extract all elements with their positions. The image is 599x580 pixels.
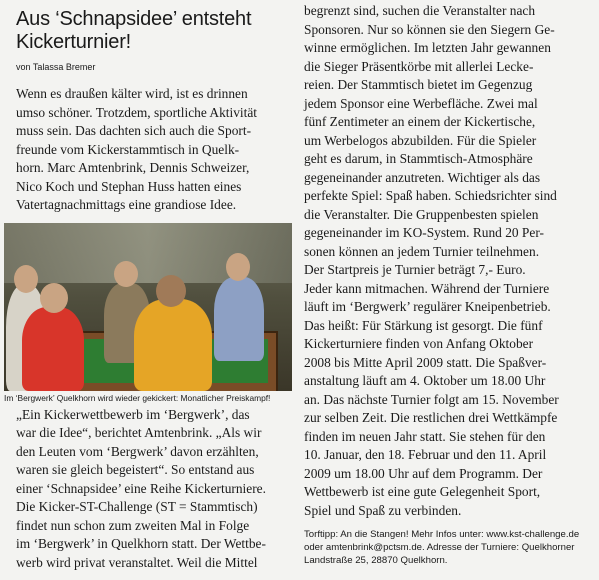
text-line: Nico Koch und Stephan Huss hatten eines (16, 178, 242, 194)
text-line: zur selben Zeit. Die restlichen drei Wettkämpfe (304, 410, 558, 425)
text-line: gegeneinander anzutreten. Wichtiger als das (304, 169, 541, 185)
text-line: Sponsoren. Nur so können sie den Siegern Ge- (304, 21, 555, 37)
footer-line: Landstraße 25, 28870 Quelkhorn. (304, 555, 448, 566)
text-line: findet nun schon zum zweiten Mal in Folge (16, 517, 250, 533)
footer-line: Torftipp: An die Stangen! Mehr Infos unter: www.kst-challenge.de (304, 529, 580, 540)
text-line: Die Kicker-ST-Challenge (ST = Stammtisch) (16, 499, 258, 514)
text-line: an. Das nächste Turnier folgt am 15. November (304, 391, 559, 407)
text-line: horn. Marc Amtenbrink, Dennis Schweizer, (16, 160, 250, 175)
photo-caption: Im ‘Bergwerk’ Quelkhorn wird wieder gekickert: Monatlicher Preiskampf! (4, 392, 271, 403)
player-head (14, 265, 38, 293)
article-footer-tip (304, 528, 596, 567)
text-line: begrenzt sind, suchen die Veranstalter nach (304, 3, 536, 18)
headline-line: Kickerturnier! (16, 31, 132, 53)
article-photo (4, 223, 292, 391)
text-line: jedem Sponsor eine Werbefläche. Zwei mal (304, 95, 538, 111)
text-line: sonen können an jedem Turnier teilnehmen. (304, 243, 540, 259)
player-head (226, 253, 250, 281)
text-line: „Ein Kickerwettbewerb im ‘Bergwerk’, das (16, 406, 250, 422)
player-figure (22, 307, 84, 391)
text-line: 10. Januar, den 18. Februar und den 11. April (304, 447, 547, 462)
text-line: Vatertagnachmittags eine grandiose Idee. (16, 197, 237, 212)
intro-paragraph (4, 85, 292, 215)
text-line: um Werbelogos abzubilden. Für die Spieler (304, 132, 537, 148)
right-column (304, 2, 596, 567)
text-line: Der Startpreis je Turnier beträgt 7,- Euro. (304, 262, 526, 277)
text-line: perfekte Spiel: Spaß haben. Schiedsrichter sind (304, 188, 557, 203)
text-line: freunde vom Kickerstammtisch in Quelk- (16, 141, 240, 157)
text-line: einer ‘Schnapsidee’ eine Reihe Kickerturniere. (16, 480, 266, 496)
text-line: umso schöner. Trotzdem, sportliche Aktivität (16, 104, 258, 120)
text-line: werb wird privat veranstaltet. Weil die Mittel (16, 554, 258, 570)
text-line: den Leuten vom ‘Bergwerk’ davon erzählten, (16, 443, 259, 459)
text-line: Das heißt: Für Stärkung ist gesorgt. Die fünf (304, 317, 543, 333)
text-line: war die Idee“, berichtet Amtenbrink. „Als wir (16, 425, 262, 440)
text-line: Kickerturniere finden von Anfang Oktober (304, 336, 534, 351)
player-head (114, 261, 138, 287)
text-line: geht es darum, in Stammtisch-Atmosphäre (304, 151, 533, 166)
text-line: Spiel und Spaß zu verbinden. (304, 502, 462, 518)
text-line: finden im neuen Jahr statt. Sie stehen für den (304, 428, 546, 444)
left-column (4, 4, 292, 572)
body-paragraph (4, 406, 292, 573)
photo-background (4, 223, 292, 283)
player-head (40, 283, 68, 313)
text-line: reien. Der Stammtisch bietet im Gegenzug (304, 77, 533, 92)
headline-line: Aus ‘Schnapsidee’ entsteht (16, 8, 252, 30)
text-line: winne ermöglichen. Im letzten Jahr gewannen (304, 40, 551, 55)
text-line: Jeder kann mitmachen. Während der Turniere (304, 280, 550, 296)
text-line: 2009 um 18.00 Uhr auf dem Programm. Der (304, 465, 543, 481)
text-line: gegeneinander im KO-System. Rund 20 Per- (304, 225, 544, 240)
text-line: anstaltung läuft am 4. Oktober um 18.00 Uhr (304, 373, 546, 388)
byline: von Talassa Bremer (16, 62, 96, 72)
text-line: Wettbewerb ist eine gute Gelegenheit Sport, (304, 484, 541, 499)
text-line: 2008 bis Mitte April 2009 statt. Die Spaßver- (304, 354, 547, 370)
text-line: Wenn es draußen kälter wird, ist es drinnen (16, 86, 248, 101)
text-line: läuft im ‘Bergwerk’ regulärer Kneipenbetrieb. (304, 299, 551, 314)
player-figure (214, 277, 264, 361)
article-headline (16, 8, 292, 54)
footer-line: oder amtenbrink@pctsm.de. Adresse der Turniere: Quelkhorner (304, 542, 575, 553)
player-figure (134, 299, 212, 391)
text-line: fünf Zentimeter an einem der Kickertische, (304, 114, 536, 129)
player-head (156, 275, 186, 307)
text-line: die Veranstalter. Die Gruppenbesten spielen (304, 206, 539, 222)
text-line: die Sieger Präsentkörbe mit allerlei Lecke- (304, 58, 534, 74)
text-line: im ‘Bergwerk’ in Quelkhorn statt. Der Wettbe- (16, 536, 266, 551)
body-paragraph (304, 2, 596, 520)
text-line: waren sie gleich begeistert“. So entstand aus (16, 462, 255, 477)
text-line: muss sein. Das dachten sich auch die Sport- (16, 123, 252, 138)
